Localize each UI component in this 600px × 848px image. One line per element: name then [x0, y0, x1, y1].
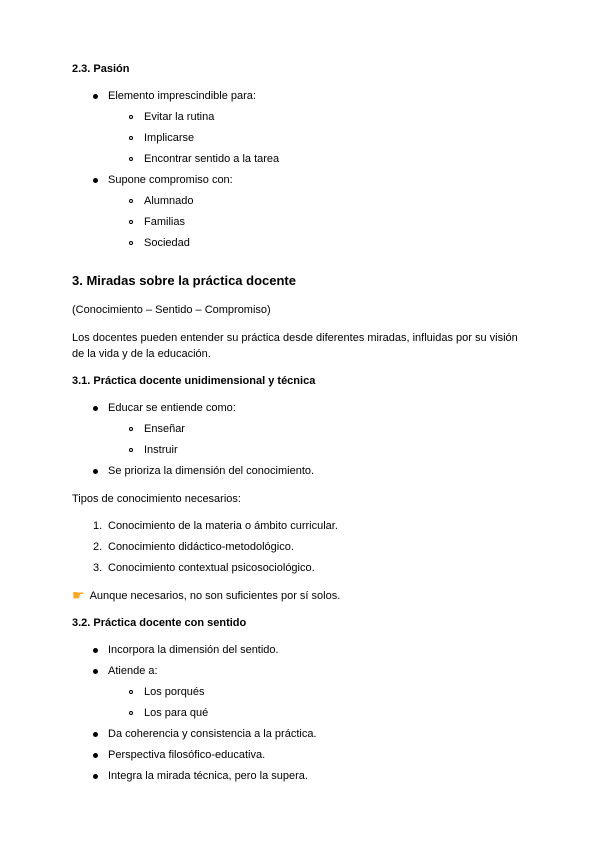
- list-item: [72, 464, 528, 479]
- item-number: 3.: [93, 562, 103, 574]
- bullet-dot-icon: [93, 732, 98, 737]
- bullet-dot-icon: [93, 94, 98, 99]
- list-item-text: Familias: [144, 216, 185, 228]
- heading-miradas: 3. Miradas sobre la práctica docente: [72, 273, 296, 288]
- list-item: [72, 443, 528, 458]
- circle-bullet-icon: [129, 136, 133, 140]
- list-item-text: Perspectiva filosófico-educativa.: [108, 749, 266, 761]
- list-item-text: Se prioriza la dimensión del conocimiento.: [108, 465, 315, 477]
- list-item: [72, 422, 528, 437]
- list-item: [72, 769, 528, 784]
- item-number: 2.: [93, 541, 103, 553]
- list-item: [72, 215, 528, 230]
- numbered-item: [72, 519, 528, 534]
- circle-bullet-icon: [129, 220, 133, 224]
- list-item-text: Los para qué: [144, 707, 209, 719]
- list-item-text: Supone compromiso con:: [108, 174, 233, 186]
- list-item-text: Integra la mirada técnica, pero la supera.: [108, 770, 308, 782]
- note-line: [72, 588, 528, 604]
- list-item: [72, 236, 528, 251]
- circle-bullet-icon: [129, 241, 133, 245]
- heading-pasion: 2.3. Pasión: [72, 63, 130, 75]
- list-item-text: Elemento imprescindible para:: [108, 90, 256, 102]
- intro-paragraph: Los docentes pueden entender su práctica desde diferentes miradas, influidas por su visión de la vida y de la educación.: [72, 332, 518, 360]
- numbered-item: [72, 540, 528, 555]
- circle-bullet-icon: [129, 199, 133, 203]
- circle-bullet-icon: [129, 115, 133, 119]
- heading-practica-tecnica: 3.1. Práctica docente unidimensional y técnica: [72, 375, 316, 387]
- circle-bullet-icon: [129, 711, 133, 715]
- bullet-dot-icon: [93, 669, 98, 674]
- list-item: [72, 173, 528, 188]
- sentido-bullet-list: [72, 643, 528, 784]
- numbered-item-text: Conocimiento contextual psicosociológico.: [108, 562, 315, 574]
- list-item: [72, 664, 528, 679]
- list-item-text: Encontrar sentido a la tarea: [144, 153, 280, 165]
- list-item: [72, 727, 528, 742]
- list-item: [72, 131, 528, 146]
- list-item-text: Instruir: [144, 444, 178, 456]
- circle-bullet-icon: [129, 157, 133, 161]
- list-item: [72, 152, 528, 167]
- bullet-dot-icon: [93, 406, 98, 411]
- heading-practica-sentido: 3.2. Práctica docente con sentido: [72, 617, 247, 629]
- list-item: [72, 194, 528, 209]
- list-item-text: Atiende a:: [108, 665, 158, 677]
- list-item: [72, 89, 528, 104]
- bullet-dot-icon: [93, 774, 98, 779]
- tecnica-bullet-list: [72, 401, 528, 479]
- item-number: 1.: [93, 520, 103, 532]
- pointing-hand-icon: ☛: [72, 588, 85, 604]
- list-item: [72, 110, 528, 125]
- list-item-text: Incorpora la dimensión del sentido.: [108, 644, 279, 656]
- pasion-bullet-list: [72, 89, 528, 251]
- numbered-item: [72, 561, 528, 576]
- list-item-text: Los porqués: [144, 686, 205, 698]
- list-item-text: Enseñar: [144, 423, 185, 435]
- bullet-dot-icon: [93, 753, 98, 758]
- list-item-text: Educar se entiende como:: [108, 402, 236, 414]
- list-item: [72, 401, 528, 416]
- bullet-dot-icon: [93, 648, 98, 653]
- circle-bullet-icon: [129, 427, 133, 431]
- circle-bullet-icon: [129, 690, 133, 694]
- list-item-text: Alumnado: [144, 195, 194, 207]
- list-item-text: Da coherencia y consistencia a la práctica.: [108, 728, 317, 740]
- numbered-item-text: Conocimiento de la materia o ámbito curricular.: [108, 520, 338, 532]
- numbered-list: [72, 519, 528, 576]
- list-item: [72, 685, 528, 700]
- circle-bullet-icon: [129, 448, 133, 452]
- note-text: Aunque necesarios, no son suficientes por sí solos.: [89, 590, 341, 602]
- list-item-text: Sociedad: [144, 237, 190, 249]
- bullet-dot-icon: [93, 178, 98, 183]
- types-label: Tipos de conocimiento necesarios:: [72, 493, 241, 505]
- list-item: [72, 706, 528, 721]
- subtitle-line: (Conocimiento – Sentido – Compromiso): [72, 304, 271, 316]
- list-item: [72, 748, 528, 763]
- list-item-text: Implicarse: [144, 132, 195, 144]
- bullet-dot-icon: [93, 469, 98, 474]
- numbered-item-text: Conocimiento didáctico-metodológico.: [108, 541, 294, 553]
- list-item: [72, 643, 528, 658]
- list-item-text: Evitar la rutina: [144, 111, 215, 123]
